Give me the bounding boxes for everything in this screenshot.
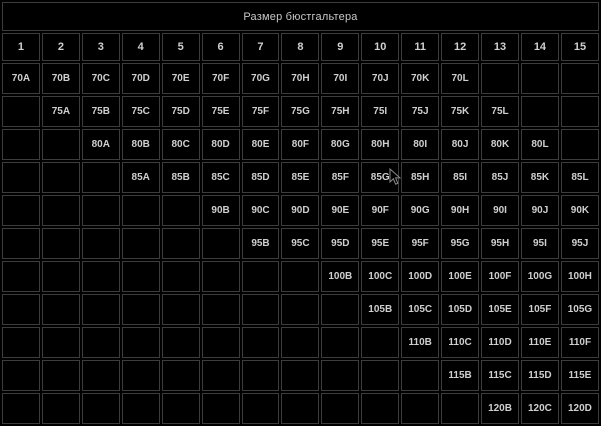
title-row [2, 2, 599, 31]
size-cell[interactable]: 75L [481, 96, 519, 127]
column-header: 8 [281, 33, 319, 61]
column-header: 11 [401, 33, 439, 61]
size-cell[interactable]: 85D [242, 162, 280, 193]
size-cell[interactable]: 80L [521, 129, 559, 160]
size-cell-empty [401, 360, 439, 391]
size-cell-empty [82, 228, 120, 259]
size-cell[interactable]: 70B [42, 63, 80, 94]
size-cell[interactable]: 95G [441, 228, 479, 259]
size-cell[interactable]: 85I [441, 162, 479, 193]
size-cell[interactable]: 80E [242, 129, 280, 160]
size-cell-empty [162, 261, 200, 292]
size-cell[interactable]: 85F [321, 162, 359, 193]
size-cell[interactable]: 95B [242, 228, 280, 259]
size-cell-empty [242, 327, 280, 358]
size-cell-empty [561, 129, 599, 160]
size-cell[interactable]: 70E [162, 63, 200, 94]
size-cell-empty [82, 294, 120, 325]
size-cell[interactable]: 85J [481, 162, 519, 193]
column-header: 4 [122, 33, 160, 61]
size-cell[interactable]: 70H [281, 63, 319, 94]
size-cell[interactable]: 110F [561, 327, 599, 358]
size-cell-empty [401, 393, 439, 424]
size-cell-empty [42, 294, 80, 325]
size-cell[interactable]: 100F [481, 261, 519, 292]
size-cell-empty [2, 129, 40, 160]
size-cell[interactable]: 90H [441, 195, 479, 226]
column-header: 6 [202, 33, 240, 61]
size-cell-empty [242, 360, 280, 391]
size-cell[interactable]: 105D [441, 294, 479, 325]
size-cell[interactable]: 70A [2, 63, 40, 94]
column-header: 2 [42, 33, 80, 61]
size-cell-empty [162, 327, 200, 358]
size-cell-empty [2, 360, 40, 391]
size-cell[interactable]: 115C [481, 360, 519, 391]
size-cell-empty [361, 327, 399, 358]
column-header-row [2, 33, 599, 61]
size-cell-empty [122, 327, 160, 358]
size-cell[interactable]: 90C [242, 195, 280, 226]
size-cell[interactable]: 85A [122, 162, 160, 193]
size-cell-empty [2, 327, 40, 358]
size-cell[interactable]: 100B [321, 261, 359, 292]
size-cell-empty [321, 393, 359, 424]
table-row [2, 63, 599, 94]
size-cell[interactable]: 105G [561, 294, 599, 325]
size-cell[interactable]: 90G [401, 195, 439, 226]
table-body [2, 63, 599, 424]
table-row [2, 195, 599, 226]
size-cell-empty [122, 360, 160, 391]
size-cell[interactable]: 105C [401, 294, 439, 325]
size-cell[interactable]: 75E [202, 96, 240, 127]
size-cell-empty [2, 393, 40, 424]
size-cell-empty [321, 294, 359, 325]
column-header: 1 [2, 33, 40, 61]
table-row [2, 162, 599, 193]
size-cell[interactable]: 120C [521, 393, 559, 424]
size-cell[interactable]: 90I [481, 195, 519, 226]
size-cell-empty [122, 393, 160, 424]
size-cell[interactable]: 95E [361, 228, 399, 259]
size-cell-empty [481, 63, 519, 94]
size-cell[interactable]: 105F [521, 294, 559, 325]
size-cell-empty [122, 228, 160, 259]
size-cell[interactable]: 75J [401, 96, 439, 127]
size-cell-empty [42, 261, 80, 292]
column-header: 14 [521, 33, 559, 61]
size-cell[interactable]: 95J [561, 228, 599, 259]
size-cell-empty [441, 393, 479, 424]
size-cell-empty [42, 195, 80, 226]
size-cell-empty [82, 327, 120, 358]
size-cell-empty [281, 261, 319, 292]
size-cell[interactable]: 110E [521, 327, 559, 358]
size-cell[interactable]: 115B [441, 360, 479, 391]
size-cell[interactable]: 70F [202, 63, 240, 94]
size-cell[interactable]: 70C [82, 63, 120, 94]
size-cell-empty [321, 360, 359, 391]
size-cell[interactable]: 105E [481, 294, 519, 325]
size-cell[interactable]: 75K [441, 96, 479, 127]
size-cell[interactable]: 90D [281, 195, 319, 226]
size-cell[interactable]: 80D [202, 129, 240, 160]
size-cell[interactable]: 85G [361, 162, 399, 193]
size-cell[interactable]: 85L [561, 162, 599, 193]
size-cell-empty [202, 228, 240, 259]
size-cell[interactable]: 75B [82, 96, 120, 127]
size-cell[interactable]: 70I [321, 63, 359, 94]
column-header: 12 [441, 33, 479, 61]
table-head [2, 2, 599, 61]
size-cell[interactable]: 85C [202, 162, 240, 193]
column-header: 9 [321, 33, 359, 61]
column-header: 13 [481, 33, 519, 61]
size-cell-empty [162, 393, 200, 424]
size-cell-empty [162, 294, 200, 325]
size-cell-empty [42, 360, 80, 391]
size-cell-empty [82, 261, 120, 292]
size-cell[interactable]: 90K [561, 195, 599, 226]
size-cell[interactable]: 95H [481, 228, 519, 259]
column-header: 15 [561, 33, 599, 61]
size-cell[interactable]: 80C [162, 129, 200, 160]
size-cell-empty [202, 393, 240, 424]
size-cell[interactable]: 75C [122, 96, 160, 127]
size-cell[interactable]: 70L [441, 63, 479, 94]
size-cell-empty [42, 228, 80, 259]
size-cell[interactable]: 95I [521, 228, 559, 259]
size-cell-empty [202, 327, 240, 358]
size-cell[interactable]: 90E [321, 195, 359, 226]
column-header: 5 [162, 33, 200, 61]
size-cell-empty [242, 294, 280, 325]
size-cell-empty [321, 327, 359, 358]
size-cell-empty [202, 261, 240, 292]
size-cell[interactable]: 80F [281, 129, 319, 160]
size-cell[interactable]: 75D [162, 96, 200, 127]
size-cell-empty [2, 195, 40, 226]
page-title: Размер бюстгальтера [2, 2, 599, 31]
table-row [2, 228, 599, 259]
size-cell[interactable]: 110C [441, 327, 479, 358]
size-cell-empty [521, 96, 559, 127]
size-cell-empty [82, 195, 120, 226]
size-cell-empty [2, 162, 40, 193]
size-cell[interactable]: 80A [82, 129, 120, 160]
size-cell[interactable]: 110B [401, 327, 439, 358]
size-cell[interactable]: 75H [321, 96, 359, 127]
size-cell-empty [242, 261, 280, 292]
size-cell-empty [2, 96, 40, 127]
size-cell-empty [122, 294, 160, 325]
size-cell[interactable]: 85K [521, 162, 559, 193]
size-cell-empty [42, 162, 80, 193]
size-cell-empty [2, 228, 40, 259]
size-cell[interactable]: 95F [401, 228, 439, 259]
size-cell[interactable]: 75F [242, 96, 280, 127]
size-cell-empty [42, 393, 80, 424]
size-cell[interactable]: 95D [321, 228, 359, 259]
size-cell[interactable]: 90J [521, 195, 559, 226]
size-cell[interactable]: 90B [202, 195, 240, 226]
table-row [2, 129, 599, 160]
size-cell-empty [2, 261, 40, 292]
size-cell[interactable]: 85B [162, 162, 200, 193]
size-cell-empty [202, 360, 240, 391]
size-cell-empty [281, 360, 319, 391]
size-cell[interactable]: 90F [361, 195, 399, 226]
size-cell[interactable]: 70J [361, 63, 399, 94]
column-header: 7 [242, 33, 280, 61]
size-cell[interactable]: 75G [281, 96, 319, 127]
size-cell[interactable]: 115D [521, 360, 559, 391]
size-cell-empty [2, 294, 40, 325]
size-cell[interactable]: 85H [401, 162, 439, 193]
size-cell[interactable]: 100C [361, 261, 399, 292]
column-header: 3 [82, 33, 120, 61]
size-cell[interactable]: 70K [401, 63, 439, 94]
size-cell[interactable]: 115E [561, 360, 599, 391]
size-cell-empty [521, 63, 559, 94]
size-cell[interactable]: 105B [361, 294, 399, 325]
size-cell-empty [42, 129, 80, 160]
size-cell-empty [162, 228, 200, 259]
size-cell-empty [162, 195, 200, 226]
size-cell-empty [82, 162, 120, 193]
size-cell[interactable]: 100H [561, 261, 599, 292]
column-header: 10 [361, 33, 399, 61]
size-cell-empty [82, 393, 120, 424]
size-cell-empty [281, 393, 319, 424]
size-cell[interactable]: 120B [481, 393, 519, 424]
size-cell[interactable]: 80I [401, 129, 439, 160]
size-cell-empty [202, 294, 240, 325]
size-cell[interactable]: 80G [321, 129, 359, 160]
table-row [2, 393, 599, 424]
size-cell[interactable]: 85E [281, 162, 319, 193]
table-row [2, 294, 599, 325]
table-row [2, 261, 599, 292]
size-cell[interactable]: 120D [561, 393, 599, 424]
size-cell-empty [242, 393, 280, 424]
size-cell-empty [281, 327, 319, 358]
size-cell[interactable]: 110D [481, 327, 519, 358]
size-cell[interactable]: 95C [281, 228, 319, 259]
table-row [2, 96, 599, 127]
size-cell-empty [122, 261, 160, 292]
size-cell-empty [122, 195, 160, 226]
table-row [2, 360, 599, 391]
size-cell[interactable]: 100G [521, 261, 559, 292]
size-cell-empty [361, 393, 399, 424]
size-cell-empty [162, 360, 200, 391]
size-cell[interactable]: 80J [441, 129, 479, 160]
size-cell[interactable]: 75A [42, 96, 80, 127]
size-cell[interactable]: 80K [481, 129, 519, 160]
size-cell[interactable]: 100E [441, 261, 479, 292]
size-cell[interactable]: 80H [361, 129, 399, 160]
size-cell[interactable]: 80B [122, 129, 160, 160]
size-cell-empty [281, 294, 319, 325]
size-cell[interactable]: 75I [361, 96, 399, 127]
size-cell-empty [42, 327, 80, 358]
size-cell-empty [361, 360, 399, 391]
table-row [2, 327, 599, 358]
size-cell-empty [561, 96, 599, 127]
size-cell-empty [561, 63, 599, 94]
size-cell[interactable]: 70G [242, 63, 280, 94]
size-cell-empty [82, 360, 120, 391]
size-cell[interactable]: 70D [122, 63, 160, 94]
size-cell[interactable]: 100D [401, 261, 439, 292]
